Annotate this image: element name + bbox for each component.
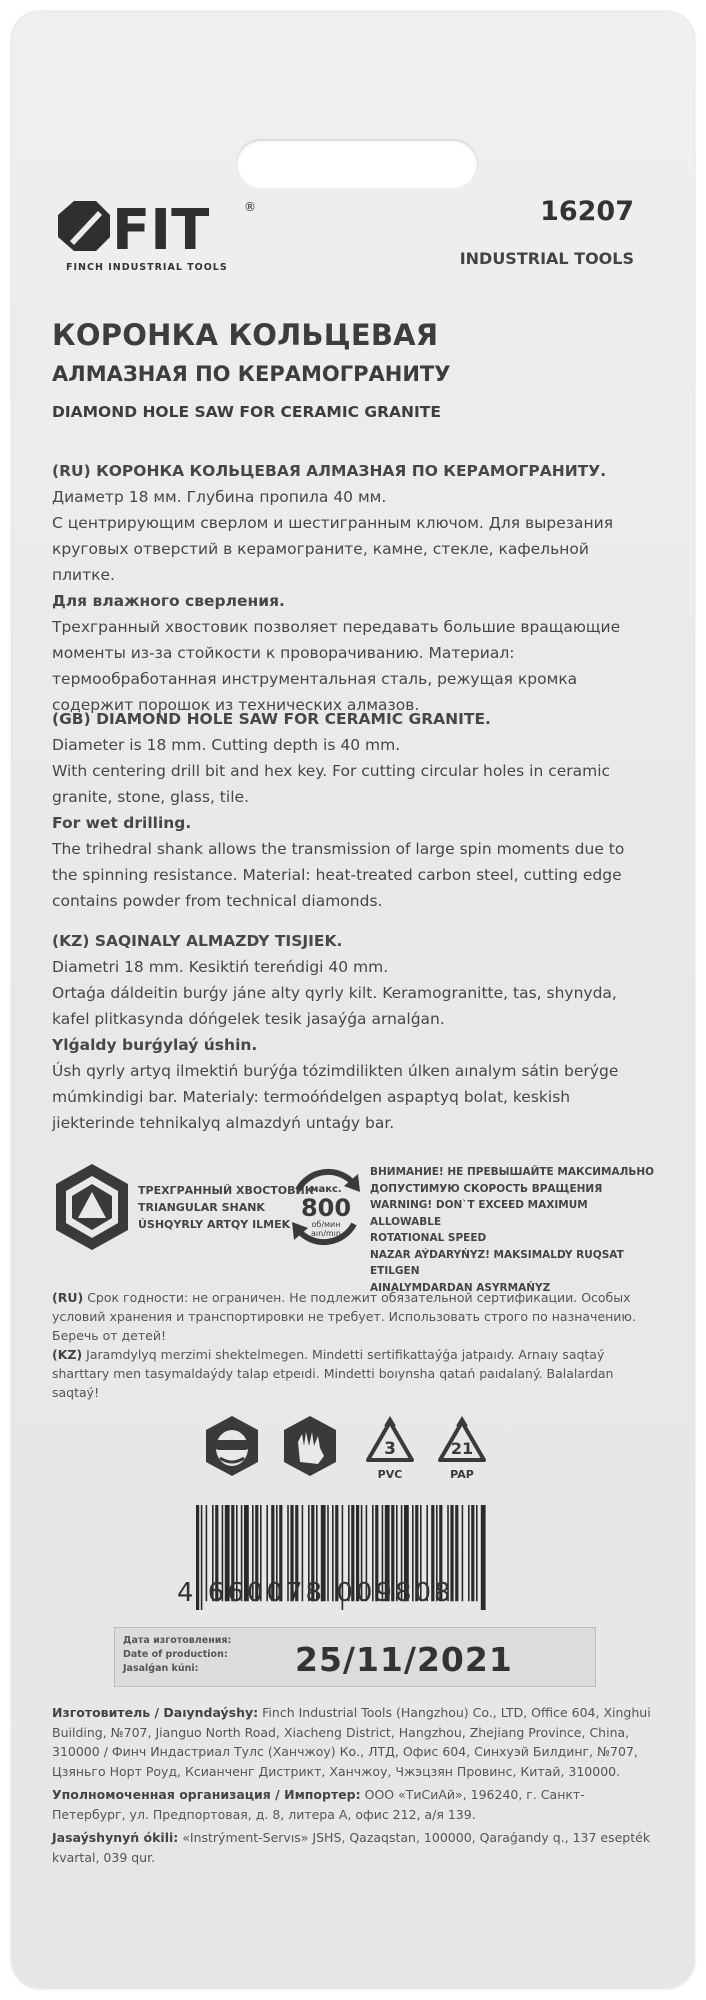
fit-logo-icon — [52, 193, 272, 273]
production-date-value: 25/11/2021 — [295, 1640, 513, 1679]
barcode-number: 4 660078 009808 — [177, 1578, 454, 1608]
legal-text: (RU) Срок годности: не ограничен. Не подлежит обязательной сертификации. Особых условий хранения и транспортировки не требует. Использовать строго по назначению. Беречь от детей! (KZ) Jaramdylyq merzimi shektelmegen. Mindetti sertifikattaýǵa jatpaıdy. Arnaıy saqtaý sharttary men tasymaldaýdy talap etpeıdi. Mindetti boıynsha qatań paıdalaný. Balalardan saqtaý! — [52, 1290, 636, 1400]
svg-text:®: ® — [244, 200, 256, 214]
recycle-pvc-icon — [368, 1416, 412, 1481]
svg-text:PAP: PAP — [450, 1468, 474, 1481]
hang-hole — [236, 139, 478, 189]
description-text: Трехгранный хвостовик позволяет передавать большие вращающие моменты из-за стойкости к проворачиванию. Материал: термообработанная инструментальная сталь, режущая кромка содержит порошок из технических алмазов. — [52, 618, 621, 714]
specs-icons-row — [52, 1160, 662, 1294]
manufacturer-info: Изготовитель / Daıyndaýshy: Finch Industrial Tools (Hangzhou) Co., LTD, Office 604, Xinghui Building, №707, Jianguo North Road, Xiacheng District, Hangzhou, Zhejiang Province, China, 310000 / Финч Индастриал Тулс (Ханчжоу) Ко., ЛТД, Офис 604, Синхуэй Билдинг, №707, Цзяньго Норт Роуд, Ксианченг Дистрикт, Ханчжоу, Чжэцзян Провинс, Китай, 310000. Уполномоченная организация / Импортер: ООО «ТиСиАй», 196240, г. Санкт-Петербург, ул. Предпортовая, д. 8, литера А, офис 212, а/я 139. Jasaýshynyń ókili: «Instrýment-Servıs» JSHS, Qazaqstan, 100000, Qaraǵandy q., 137 esepték kvartal, 039 qur. — [52, 1705, 651, 1865]
svg-text:800: 800 — [300, 1194, 352, 1222]
barcode-bar — [481, 1505, 486, 1610]
product-subtitle-ru: АЛМАЗНАЯ ПО КЕРАМОГРАНИТУ — [52, 362, 451, 386]
shank-text: ТРЕХГРАННЫЙ ХВОСТОВИК TRIANGULAR SHANK ÚSHQYRLY ARTQY ILMEK — [138, 1184, 314, 1231]
barcode-bar — [468, 1505, 470, 1601]
wet-drilling-note: For wet drilling. — [52, 814, 192, 832]
description-text: С центрирующим сверлом и шестигранным ключом. Для вырезания круговых отверстий в керамограните, камне, стекле, кафельной плитке. — [52, 514, 614, 584]
description-text: Diametri 18 mm. Kesiktiń tereńdigi 40 mm. — [52, 958, 389, 976]
description-text: Diameter is 18 mm. Cutting depth is 40 mm. — [52, 736, 401, 754]
barcode-bar — [462, 1505, 464, 1601]
barcode-bar — [476, 1505, 478, 1601]
wet-drilling-note: Для влажного сверления. — [52, 592, 285, 610]
description-heading: (RU) КОРОНКА КОЛЬЦЕВАЯ АЛМАЗНАЯ ПО КЕРАМОГРАНИТУ. — [52, 462, 607, 480]
svg-text:21: 21 — [450, 1439, 474, 1458]
description-heading: (GB) DIAMOND HOLE SAW FOR CERAMIC GRANITE. — [52, 710, 491, 728]
description-gb — [52, 706, 652, 914]
barcode-bar — [455, 1505, 458, 1601]
description-text: The trihedral shank allows the transmission of large spin moments due to the spinning resistance. Material: heat-treated carbon steel, cutting edge contains powder from technical diamonds. — [52, 840, 625, 910]
industrial-tools-label: INDUSTRIAL TOOLS — [459, 249, 634, 268]
triangular-shank-icon — [52, 1160, 132, 1254]
svg-text:об/мин: об/мин — [311, 1220, 341, 1229]
eye-protection-icon — [206, 1416, 258, 1476]
description-text: With centering drill bit and hex key. For cutting circular holes in ceramic granite, stone, glass, tile. — [52, 762, 611, 806]
description-kz — [52, 928, 652, 1136]
description-heading: (KZ) SAQINALY ALMAZDY TISJIEK. — [52, 932, 343, 950]
svg-text:aın/mın: aın/mın — [311, 1229, 341, 1238]
svg-text:PVC: PVC — [377, 1468, 403, 1481]
product-title-ru: КОРОНКА КОЛЬЦЕВАЯ — [52, 318, 439, 352]
rpm-warning-text: ВНИМАНИЕ! НЕ ПРЕВЫШАЙТЕ МАКСИМАЛЬНО ДОПУСТИМУЮ СКОРОСТЬ ВРАЩЕНИЯ WARNING! DON`T EXCEED MAXIMUM ALLOWABLE ROTATIONAL SPEED NAZAR AÝDARYŃYZ! MAKSIMALDY RUQSAT ETILGEN AINALYMDARDAN ASYRMAŃYZ — [370, 1166, 655, 1294]
production-date-box — [114, 1627, 596, 1687]
logo-text: FIT — [112, 198, 210, 263]
max-rpm-icon — [284, 1160, 368, 1254]
svg-text:3: 3 — [384, 1439, 396, 1459]
description-text: Диаметр 18 мм. Глубина пропила 40 мм. — [52, 488, 387, 506]
product-title-en: DIAMOND HOLE SAW FOR CERAMIC GRANITE — [52, 403, 441, 421]
description-ru — [52, 458, 652, 718]
wet-drilling-note: Ylǵaldy burǵylaý úshin. — [52, 1036, 258, 1054]
barcode-bar — [471, 1505, 474, 1601]
logo-subtitle: FINCH INDUSTRIAL TOOLS — [66, 262, 228, 273]
production-date-labels: Дата изготовления: Date of production: Jasalǵan kúni: — [123, 1635, 232, 1674]
description-text: Ortaǵa dáldeitin burǵy jáne alty qyrly kilt. Keramogranitte, tas, shynyda, kafel plitkasynda dóńgelek tesik jasaýǵa arnalǵan. — [52, 984, 617, 1028]
svg-text:макс.: макс. — [310, 1184, 342, 1195]
description-text: Úsh qyrly artyq ilmektiń burýǵa tózimdilikten úlken aınalym sátin berýge múmkindigi bar. Materialy: termoóńdelgen aspaptyq bolat, keskish jiekterinde tehnikalyq almazdyń untaǵy bar. — [52, 1062, 619, 1132]
gloves-icon — [284, 1416, 336, 1476]
recycle-pap-icon — [440, 1416, 484, 1481]
safety-symbols — [200, 1412, 500, 1512]
article-number: 16207 — [540, 196, 634, 227]
